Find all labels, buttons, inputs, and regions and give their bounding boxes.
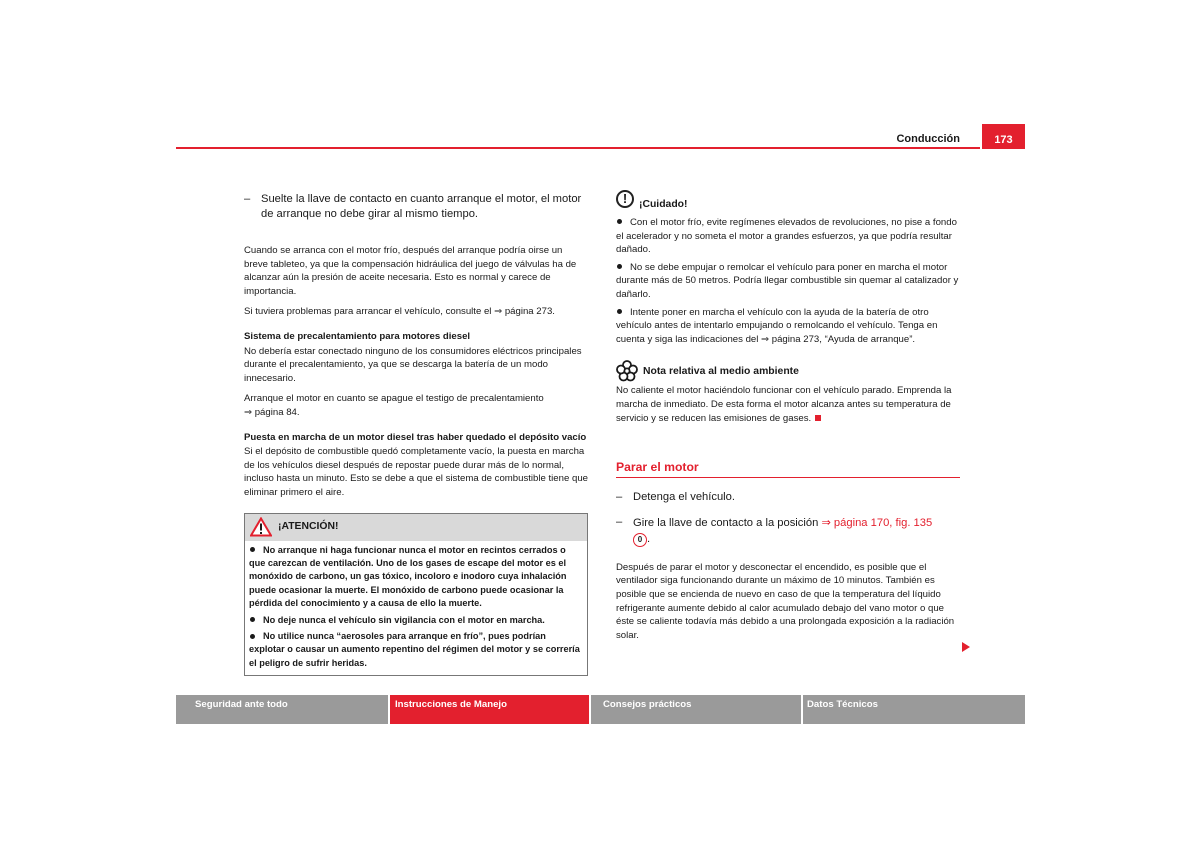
bullet-icon bbox=[617, 309, 622, 314]
arrow-icon: ⇒ bbox=[244, 406, 253, 418]
caution-item-text: No se debe empujar o remolcar el vehículo para poner en marcha el motor durante más de 50 metros. Podría llegar combustible sin quemar al catalizador y dañarlo. bbox=[616, 261, 959, 300]
right-column bbox=[616, 191, 960, 649]
nav-tab-technical-data[interactable]: Datos Técnicos bbox=[803, 695, 1025, 724]
warning-item-text: No arranque ni haga funcionar nunca el motor en recintos cerrados o que carezcan de ventilación. Uno de los gases de escape del motor es el monóxido de carbono, un gas tóxico, incoloro e inodoro cuya inhalación puede ocasionar la muerte. El monóxido de carbono puede ocasionar la pérdida del conocimiento y a causa de ello la muerte. bbox=[249, 544, 567, 609]
step-turn-key bbox=[616, 515, 960, 547]
step-dash: – bbox=[616, 490, 623, 503]
cold-start-paragraph: Cuando se arranca con el motor frío, después del arranque podría oirse un breve tableteo, ya que la compensación hidráulica del juego de válvulas ha de alcanzar aún la presión de aceite necesaria. Esto es normal y carece de importancia. bbox=[244, 245, 577, 297]
warning-item bbox=[249, 630, 583, 670]
warning-title: ¡ATENCIÓN! bbox=[278, 521, 339, 533]
warning-item bbox=[249, 544, 583, 611]
arrow-icon: ⇒ bbox=[821, 515, 831, 529]
caution-title: ¡Cuidado! bbox=[639, 199, 688, 211]
header-rule bbox=[176, 147, 980, 149]
step-stop-vehicle bbox=[616, 490, 960, 505]
figure-reference-link[interactable]: página 170, fig. 135 bbox=[833, 516, 933, 529]
section-heading: Parar el motor bbox=[616, 461, 960, 478]
bullet-icon bbox=[617, 264, 622, 269]
left-column bbox=[244, 192, 588, 676]
step-text: Detenga el vehículo. bbox=[633, 490, 735, 503]
caution-item bbox=[616, 216, 960, 257]
nav-tab-safety[interactable]: Seguridad ante todo bbox=[176, 695, 388, 724]
bullet-icon bbox=[250, 547, 255, 552]
environment-title: Nota relativa al medio ambiente bbox=[643, 365, 799, 377]
bullet-icon bbox=[617, 219, 622, 224]
environment-text: No caliente el motor haciéndolo funcionar con el vehículo parado. Emprenda la marcha de inmediato. De esta forma el motor alcanza antes su temperatura de servicio y se reducen las emisiones de gases. bbox=[616, 385, 952, 424]
caution-item-text: Intente poner en marcha el vehículo con la ayuda de la batería de otro vehículo antes de intentarlo empujando o remolcando el vehículo. Tenga en cuenta y siga las indicaciones del ⇒ página 273, “Ayuda de arranque”. bbox=[616, 306, 938, 345]
empty-tank-heading: Puesta en marcha de un motor diesel tras haber quedado el depósito vacío bbox=[244, 431, 587, 443]
environment-header bbox=[616, 360, 960, 382]
flower-icon bbox=[616, 360, 638, 382]
environment-paragraph bbox=[616, 384, 960, 425]
nav-tab-operating-instructions[interactable]: Instrucciones de Manejo bbox=[390, 695, 589, 724]
start-problem-text: Si tuviera problemas para arrancar el vehículo, consulte el bbox=[244, 306, 492, 318]
empty-tank-paragraph: Si el depósito de combustible quedó completamente vacío, la puesta en marcha de los vehículos diesel después de repostar puede durar más de lo normal, incluso hasta un minuto. Esto se debe a que el sistema de combustible tiene que eliminar primero el aire. bbox=[244, 446, 588, 498]
warning-item-text: No deje nunca el vehículo sin vigilancia con el motor en marcha. bbox=[263, 614, 545, 625]
caution-item bbox=[616, 306, 960, 347]
caution-item bbox=[616, 261, 960, 302]
bullet-icon bbox=[250, 617, 255, 622]
page-reference-link[interactable]: página 273. bbox=[504, 306, 555, 318]
glow-system-paragraph: No debería estar conectado ninguno de los consumidores eléctricos principales durante el precalentamiento, ya que se descarga la batería de un modo innecesario. bbox=[244, 345, 582, 384]
footer-nav bbox=[176, 695, 1025, 724]
fan-paragraph: Después de parar el motor y desconectar el encendido, es posible que el ventilador siga funcionando durante un máximo de 10 minutos. También es posible que se encienda de nuevo en caso de que la temperatura del líquido refrigerante aumente debido al calor acumulado debajo del vano motor o que éste se caliente todavía más debido a una prolongada exposición a la radiación solar. bbox=[616, 561, 955, 641]
step-text: Gire la llave de contacto a la posición bbox=[633, 516, 819, 529]
continue-arrow-icon bbox=[962, 642, 970, 652]
page-number: 173 bbox=[982, 124, 1025, 149]
ignition-position-badge: 0 bbox=[633, 533, 647, 547]
glow-warning-paragraph bbox=[244, 392, 588, 419]
step-text: Suelte la llave de contacto en cuanto arranque el motor, el motor de arranque no debe girar al mismo tiempo. bbox=[261, 193, 582, 220]
caution-icon: ! bbox=[616, 190, 634, 208]
warning-header bbox=[245, 514, 587, 541]
step-dash: – bbox=[616, 515, 623, 528]
glow-warning-text: Arranque el motor en cuanto se apague el testigo de precalentamiento bbox=[244, 393, 544, 405]
start-problem-paragraph bbox=[244, 305, 588, 319]
warning-triangle-icon bbox=[250, 517, 272, 537]
chapter-title: Conducción bbox=[896, 133, 960, 145]
nav-tab-practical-tips[interactable]: Consejos prácticos bbox=[591, 695, 801, 724]
step-release-key bbox=[244, 192, 588, 222]
page-reference-link[interactable]: página 84. bbox=[254, 406, 300, 418]
warning-item-text: No utilice nunca “aerosoles para arranque en frío”, pues podrían explotar o causar un aumento repentino del régimen del motor y se correría el peligro de sufrir heridas. bbox=[249, 630, 580, 668]
step-period: . bbox=[647, 532, 651, 545]
glow-system-heading: Sistema de precalentamiento para motores diesel bbox=[244, 330, 471, 342]
step-dash: – bbox=[244, 193, 251, 205]
warning-item bbox=[249, 614, 583, 627]
step-text-wrap bbox=[633, 515, 932, 547]
warning-box bbox=[244, 513, 588, 677]
bullet-icon bbox=[250, 634, 255, 639]
warning-body bbox=[245, 541, 587, 676]
section-end-marker bbox=[815, 415, 821, 421]
arrow-icon: ⇒ bbox=[494, 306, 503, 318]
caution-item-text: Con el motor frío, evite regímenes elevados de revoluciones, no pise a fondo el acelerador y no someta el motor a grandes esfuerzos, ya que podría resultar dañado. bbox=[616, 217, 957, 256]
caution-header bbox=[616, 191, 960, 214]
